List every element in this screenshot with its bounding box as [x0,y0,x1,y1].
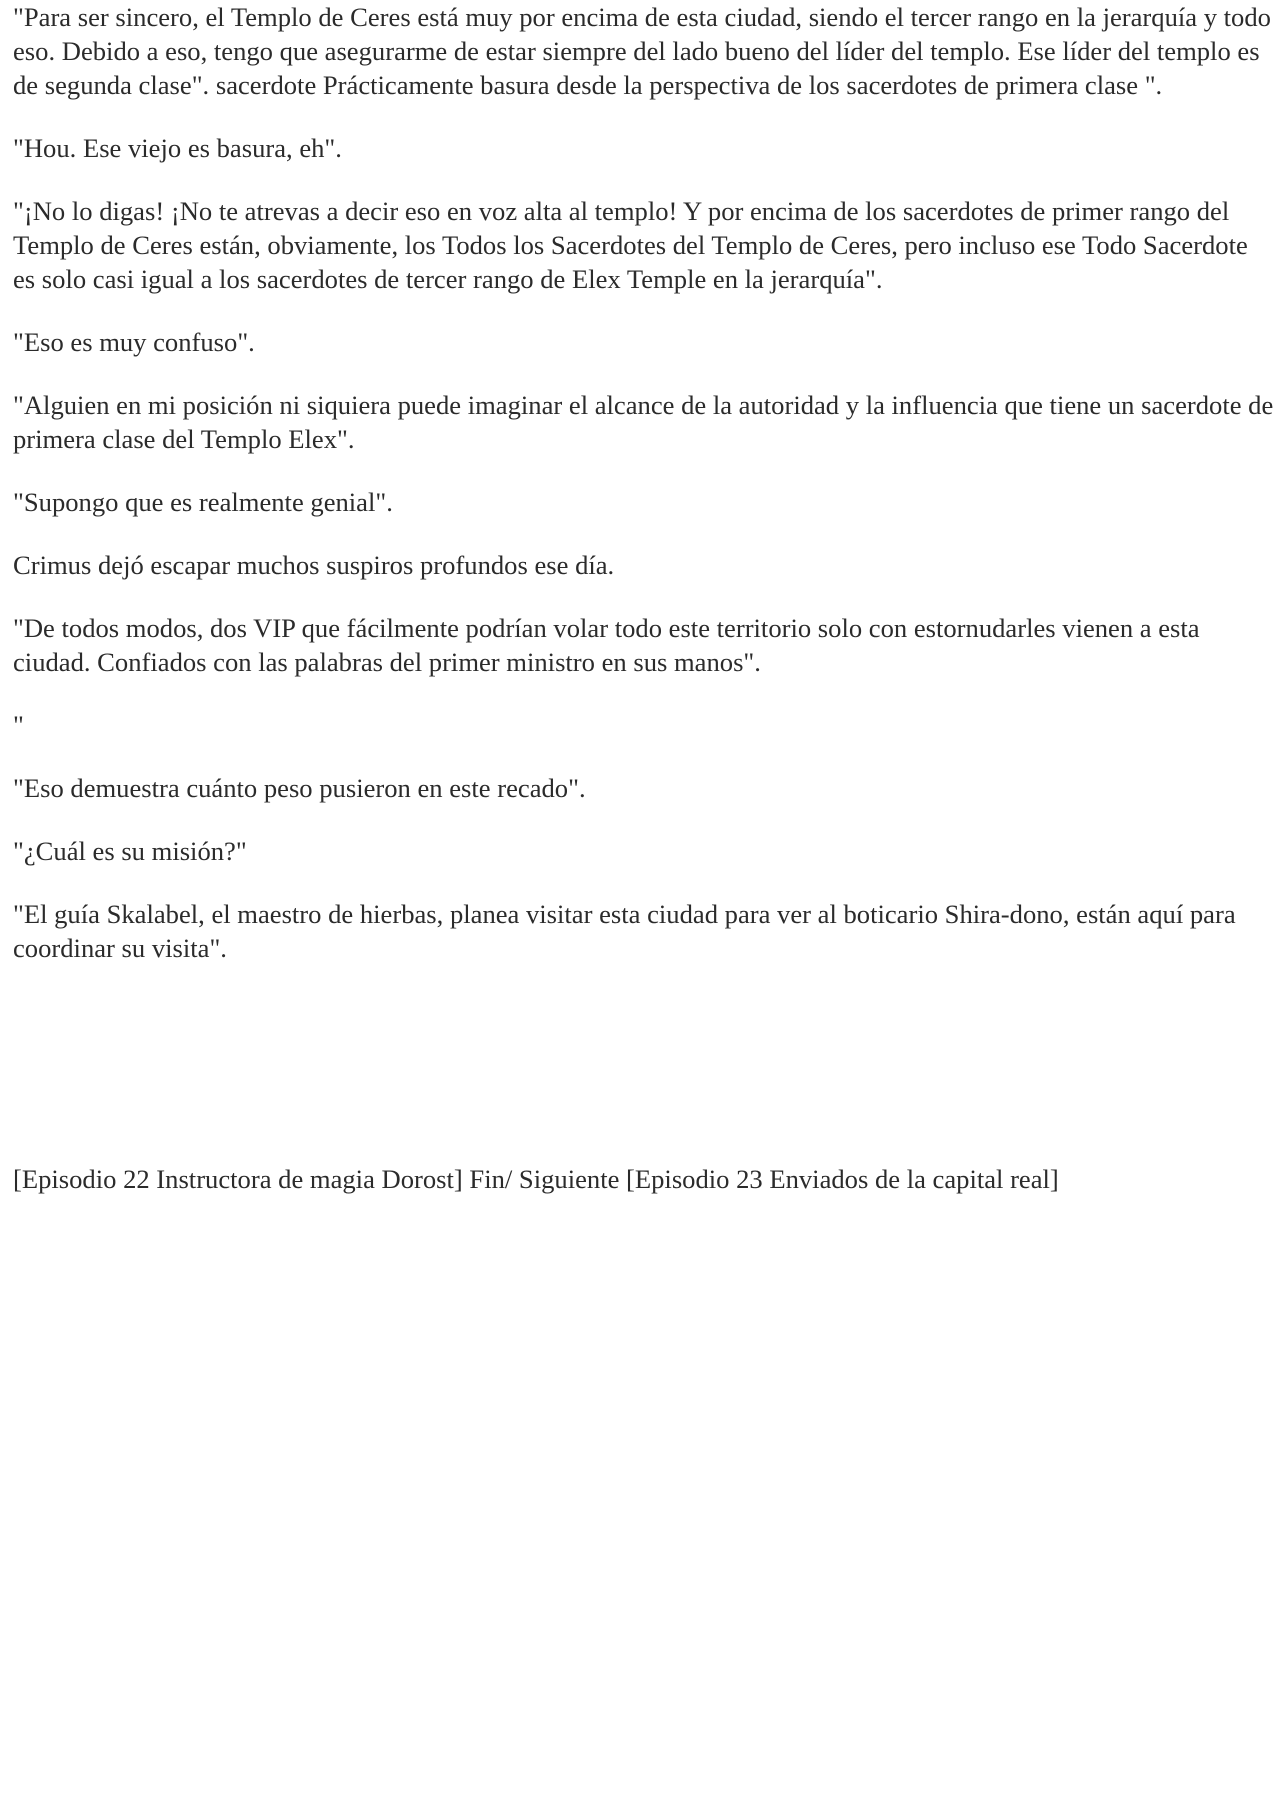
document-page [13,0,1275,1225]
paragraph-4: "Eso es muy confuso". [13,327,255,357]
paragraph-1: "Para ser sincero, el Templo de Ceres está muy por encima de esta ciudad, siendo el tercer rango en la jerarquía y todo eso. Debido a eso, tengo que asegurarme de estar siempre del lado bueno del líder del templo. Ese líder del templo es de segunda clase". sacerdote Prácticamente basura desde la perspectiva de los sacerdotes de primera clase ". [13,2,1271,100]
paragraph-5: "Alguien en mi posición ni siquiera puede imaginar el alcance de la autoridad y la influencia que tiene un sacerdote de primera clase del Templo Elex". [13,390,1274,454]
paragraph-11: "¿Cuál es su misión?" [13,836,247,866]
blank-space [13,994,1275,1162]
paragraph-3: "¡No lo digas! ¡No te atrevas a decir eso en voz alta al templo! Y por encima de los sacerdotes de primer rango del Templo de Ceres están, obviamente, los Todos los Sacerdotes del Templo de Ceres, pero incluso ese Todo Sacerdote es solo casi igual a los sacerdotes de tercer rango de Elex Temple en la jerarquía". [13,196,1248,294]
paragraph-6: "Supongo que es realmente genial". [13,487,393,517]
paragraph-8: "De todos modos, dos VIP que fácilmente podrían volar todo este territorio solo con estornudarles vienen a esta ciudad. Confiados con las palabras del primer ministro en sus manos". [13,613,1200,677]
paragraph-9: " [13,710,24,740]
paragraph-7: Crimus dejó escapar muchos suspiros profundos ese día. [13,550,615,580]
paragraph-2: "Hou. Ese viejo es basura, eh". [13,133,342,163]
paragraph-12: "El guía Skalabel, el maestro de hierbas, planea visitar esta ciudad para ver al boticario Shira-dono, están aquí para coordinar su visita". [13,899,1236,963]
paragraph-10: "Eso demuestra cuánto peso pusieron en este recado". [13,773,586,803]
episode-end-note: [Episodio 22 Instructora de magia Dorost] Fin/ Siguiente [Episodio 23 Enviados de la capital real] [13,1164,1059,1194]
